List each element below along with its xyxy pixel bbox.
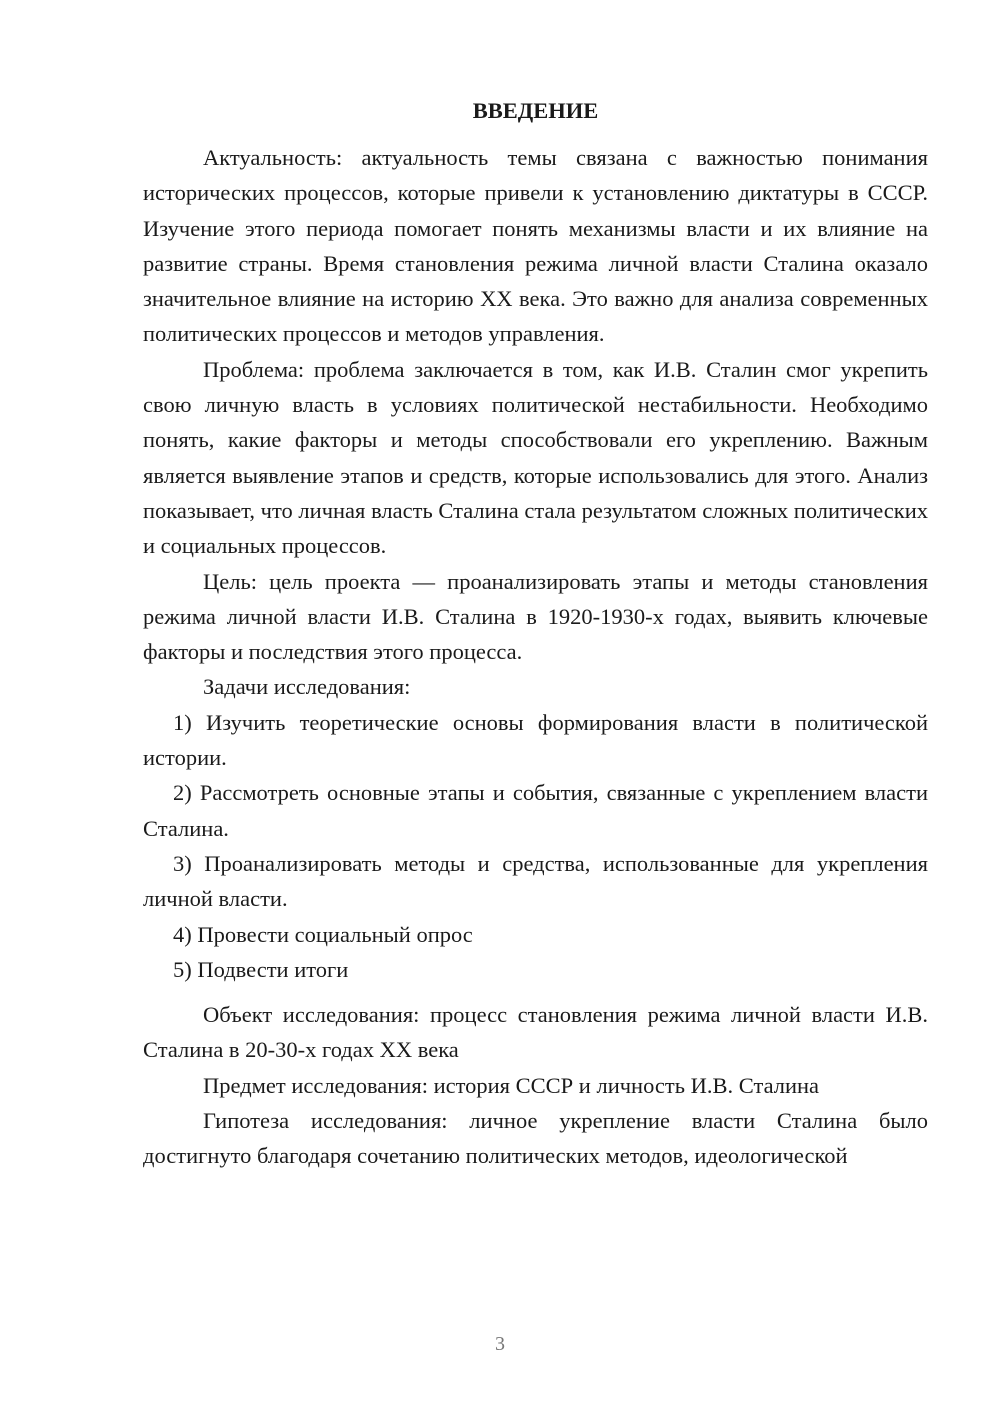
task-item-5: 5) Подвести итоги — [173, 956, 349, 982]
section-title: ВВЕДЕНИЕ — [472, 98, 599, 123]
paragraph-tasks-heading: Задачи исследования: — [203, 674, 411, 700]
task-item-4: 4) Провести социальный опрос — [173, 921, 473, 947]
page-number: 3 — [495, 1333, 505, 1355]
task-item-3: 3) Проанализировать методы и средства, использованные для укрепления личной власти. — [143, 850, 928, 912]
page-content — [143, 93, 928, 1174]
paragraph-subject: Предмет исследования: история СССР и личность И.В. Сталина — [203, 1072, 820, 1098]
paragraph-goal: Цель: цель проекта — проанализировать этапы и методы становления режима личной власти И.В. Сталина в 1920-1930-х годах, выявить ключевые факторы и последствия этого процесса. — [143, 568, 928, 665]
task-item-2: 2) Рассмотреть основные этапы и события, связанные с укреплением власти Сталина. — [143, 780, 928, 841]
paragraph-object: Объект исследования: процесс становления режима личной власти И.В. Сталина в 20-30-х годах XX века — [143, 1002, 928, 1063]
paragraph-problem: Проблема: проблема заключается в том, как И.В. Сталин смог укрепить свою личную власть в условиях политической нестабильности. Необходимо понять, какие факторы и методы способствовали его укреплению. Важным является выявление этапов и средств, которые использовались для этого. Анализ показывает, что личная власть Сталина стала результатом сложных политических и социальных процессов. — [143, 356, 928, 559]
task-item-1: 1) Изучить теоретические основы формирования власти в политической истории. — [143, 709, 928, 771]
paragraph-hypothesis: Гипотеза исследования: личное укрепление власти Сталина было достигнуто благодаря сочетанию политических методов, идеологической — [143, 1108, 928, 1169]
paragraph-relevance: Актуальность: актуальность темы связана с важностью понимания исторических процессов, которые привели к установлению диктатуры в СССР. Изучение этого периода помогает понять механизмы власти и их влияние на развитие страны. Время становления режима личной власти Сталина оказало значительное влияние на историю XX века. Это важно для анализа современных политических процессов и методов управления. — [143, 145, 928, 347]
